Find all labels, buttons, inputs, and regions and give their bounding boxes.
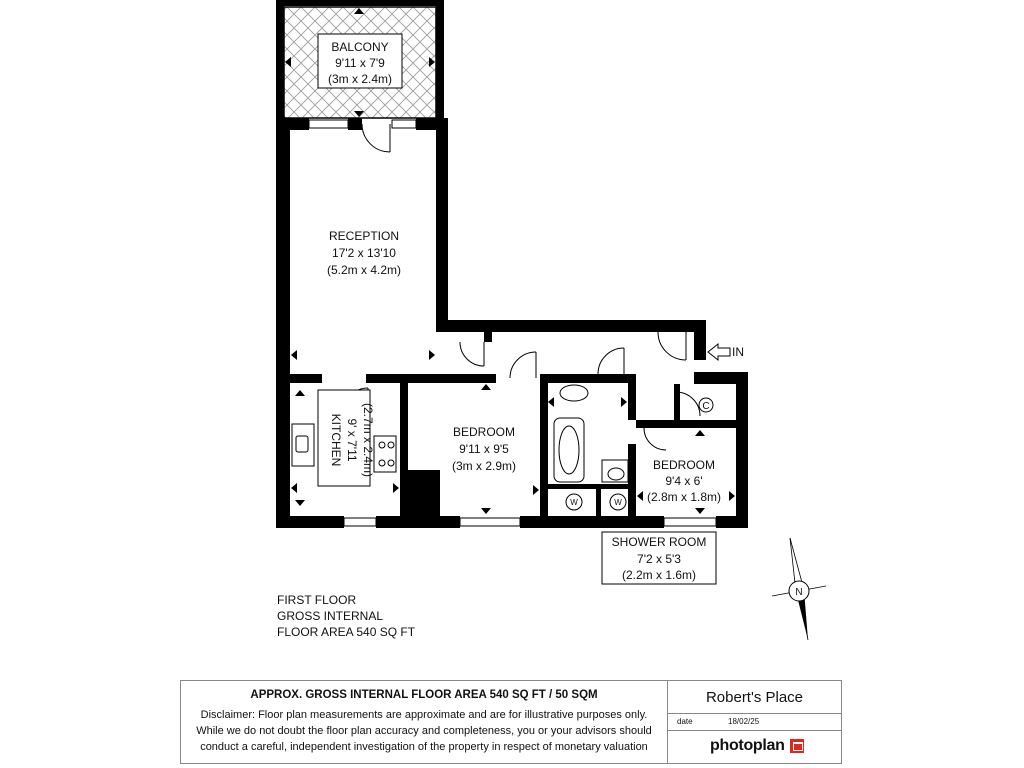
entrance-label: IN xyxy=(732,345,744,359)
balcony-metric: (3m x 2.4m) xyxy=(327,72,393,86)
doors xyxy=(344,124,700,450)
reception-name: RECEPTION xyxy=(328,229,400,243)
floor-area: FLOOR AREA 540 SQ FT xyxy=(277,625,416,639)
disclaimer-text xyxy=(181,707,667,755)
wardrobe-label-2: W xyxy=(614,498,622,507)
kitchen-name: KITCHEN xyxy=(329,413,343,467)
cupboard-label: C xyxy=(702,401,710,412)
shower-name: SHOWER ROOM xyxy=(611,535,707,549)
balcony-size: 9'11 x 7'9 xyxy=(335,56,385,70)
shower-size: 7'2 x 5'3 xyxy=(637,552,681,566)
shower-metric: (2.2m x 1.6m) xyxy=(621,568,697,582)
compass-north-icon xyxy=(772,538,826,640)
reception-size: 17'2 x 13'10 xyxy=(332,246,396,260)
disclaimer-line: conduct a careful, independent investigation of the property in respect of monetary valuation xyxy=(200,741,648,753)
date-value: 18/02/25 xyxy=(728,717,760,726)
bedroom2-metric: (2.8m x 1.8m) xyxy=(646,490,722,504)
bedroom2-name: BEDROOM xyxy=(652,458,716,472)
reception-metric: (5.2m x 4.2m) xyxy=(326,263,402,277)
bedroom1-size: 9'11 x 9'5 xyxy=(459,442,509,456)
disclaimer-line: Disclaimer: Floor plan measurements are approximate and are for illustrative purposes only. xyxy=(200,709,648,721)
floor-area-note xyxy=(277,592,415,640)
footer-disclaimer-section xyxy=(181,681,668,763)
bedroom1-metric: (3m x 2.9m) xyxy=(451,459,517,473)
footer-info-section xyxy=(668,681,841,763)
cupboard-marker xyxy=(699,398,713,412)
wardrobe-label-1: W xyxy=(570,498,578,507)
date-row xyxy=(668,713,841,731)
bedroom1-name: BEDROOM xyxy=(452,425,516,439)
bedroom2-size: 9'4 x 6' xyxy=(665,474,703,488)
entrance-arrow-icon xyxy=(708,344,730,360)
compass-north-label: N xyxy=(795,587,803,598)
balcony-name: BALCONY xyxy=(331,40,389,54)
brand-logo: photoplan xyxy=(710,737,785,754)
footer-panel xyxy=(180,680,842,764)
disclaimer-line: While we do not doubt the floor plan accuracy and completeness, you or your advisors should xyxy=(196,725,652,737)
property-name: Robert's Place xyxy=(705,689,804,706)
floor-name: FIRST FLOOR xyxy=(277,593,357,607)
brand-logo-icon xyxy=(790,739,804,753)
area-headline: APPROX. GROSS INTERNAL FLOOR AREA 540 SQ FT / 50 SQM xyxy=(250,689,598,701)
kitchen-size: 9' x 7'11 xyxy=(345,418,359,462)
floor-gross-label: GROSS INTERNAL xyxy=(277,609,384,623)
entrance-marker xyxy=(708,344,744,360)
kitchen-metric: (2.7m x 2.4m) xyxy=(361,402,375,478)
date-label: date xyxy=(677,717,693,726)
